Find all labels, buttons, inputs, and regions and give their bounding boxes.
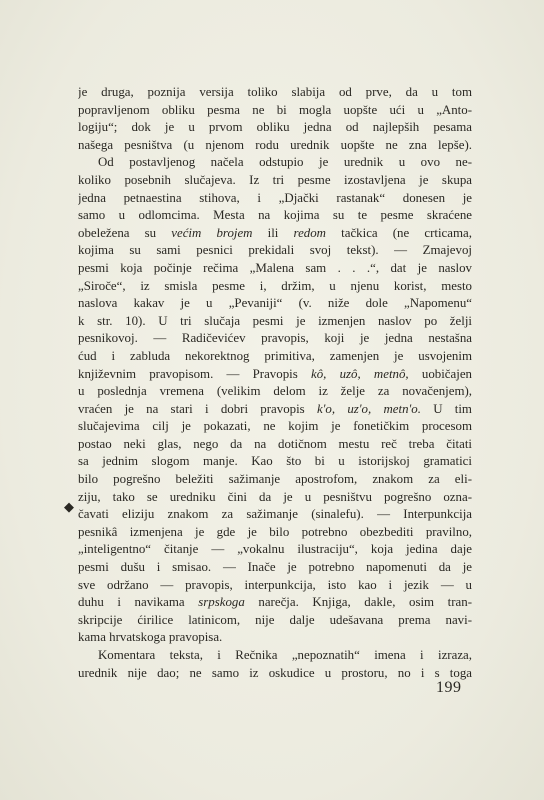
text-segment: slučajevima cilj je pokazati, ne kojim je fonetičkim procesom [78,419,472,434]
text-line [78,665,472,683]
text-segment: tačkica (ne crticama, [341,225,472,240]
text-segment: Od postavljenog načela odstupio je urednik u ovo ne- [98,155,472,170]
text-line [78,154,472,172]
text-segment: naslova kakav je u „Pevaniji“ (v. niže dole „Napomenu“ [78,296,472,311]
text-segment: Komentara teksta, i Rečnika „nepoznatih“ imena i izraza, [98,648,472,662]
text-segment: kojima su sami pesnici prekidali svoj tekst). — Zmajevoj [78,243,472,258]
text-segment: pesmi dušu i smisao. — Inače je potrebno napomenuti da je [78,560,472,575]
body-text [78,84,472,682]
text-segment: pesnikâ izmenjena je gde je bilo potrebno obezbediti pravilno, [78,524,472,539]
text-line [78,524,472,542]
italic-phrase: k'o, uz'o, metn'o. [316,401,421,416]
text-line [78,84,472,102]
text-line [78,172,472,190]
text-segment: k str. 10). U tri slučaja pesmi je izmenjen naslov po želji [78,313,472,328]
text-line [78,383,472,401]
text-segment: jedna petnaestina stihova, i „Djački rastanak“ donesen je [78,190,472,205]
text-line [78,436,472,454]
text-line [78,612,472,630]
page-number: 199 [436,679,462,696]
text-line [78,313,472,331]
text-line [78,506,472,524]
text-line [78,278,472,296]
text-line [78,541,472,559]
italic-phrase: srpskoga [198,595,245,610]
italic-phrase: većim brojem [171,225,253,240]
text-segment: duhu i navikama [78,595,185,610]
text-line [78,577,472,595]
text-segment: sa jednim slogom manje. Kao što bi u istorijskoj gramatici [78,454,472,469]
text-line [78,647,472,665]
text-line [78,489,472,507]
text-line [78,102,472,120]
text-line [78,260,472,278]
text-line [78,207,472,225]
text-line [78,471,472,489]
text-segment: logiju“; dok je u prvom obliku jedna od najlepših pesama [78,120,472,135]
text-segment: pesnikovoj. — Radičevićev pravopis, koji je jedna nestašna [78,331,472,346]
text-line [78,594,472,612]
text-line [78,418,472,436]
text-line [78,242,472,260]
text-segment: čavati eliziju znakom za sažimanje (sinalefu). — Interpunkcija [78,507,472,522]
text-segment: vraćen je na stari i dobri pravopis [78,401,305,416]
text-segment: sve održano — pravopis, interpunkcija, isto kao i jezik — u [78,577,472,592]
text-segment: našega pesništva (u njenom rodu urednik uopšte ne zna lepše). [78,137,472,152]
italic-phrase: redom [293,225,326,240]
text-segment: ili [267,225,279,240]
text-segment: u poslednja vremena (velikim delom iz želje za novačenjem), [78,384,472,399]
text-line [78,366,472,384]
text-segment: je druga, poznija versija toliko slabija od prve, da u tom [78,85,472,99]
text-line [78,348,472,366]
text-line [78,295,472,313]
text-segment: popravljenom obliku pesma ne bi mogla uopšte ući u „Anto- [78,102,472,117]
text-line [78,453,472,471]
text-line [78,137,472,155]
text-line [78,401,472,419]
text-line [78,559,472,577]
text-segment: kama hrvatskoga pravopisa. [78,630,223,645]
text-line [78,190,472,208]
text-line [78,225,472,243]
text-segment: književnim pravopisom. — Pravopis [78,366,298,381]
text-line [78,629,472,647]
text-segment: narečja. Knjiga, dakle, osim tran- [258,595,472,610]
text-segment: urednik nije dao; ne samo iz oskudice u prostoru, no i s toga [78,665,472,680]
text-segment: postao neki glas, nego da na dotičnom mestu reč treba čitati [78,436,472,451]
italic-phrase: kô, uzô, metnô, [310,366,409,381]
text-segment: pesmi koja počinje rečima „Malena sam . . .“, dat je naslov [78,260,472,275]
text-segment: samo u odlomcima. Mesta na kojima su te pesme skraćene [78,208,472,223]
text-segment: bilo pogrešno beležiti sažimanje apostrofom, znakom za eli- [78,472,472,487]
text-line [78,330,472,348]
text-segment: obeležena su [78,225,157,240]
text-segment: „inteligentno“ čitanje — „vokalnu ilustraciju“, koja jedina daje [78,542,472,557]
margin-diamond-mark: ◆ [64,499,74,514]
text-segment: ziju, tako se uredniku čini da je u pesništvu pogrešno ozna- [78,489,472,504]
text-segment: ćud i zabluda nekorektnog primitiva, zamenjen je usvojenim [78,348,472,363]
text-segment: „Siroče“, iz smisla pesme i, držim, u njenu korist, mesto [78,278,472,293]
text-segment: koliko posebnih slučajeva. Iz tri pesme izostavljena je skupa [78,172,472,187]
text-segment: uobičajen [421,366,472,381]
text-segment: skripcije ćirilice latinicom, nije dalje udešavana prema navi- [78,612,472,627]
text-segment: U tim [433,401,472,416]
text-line [78,119,472,137]
